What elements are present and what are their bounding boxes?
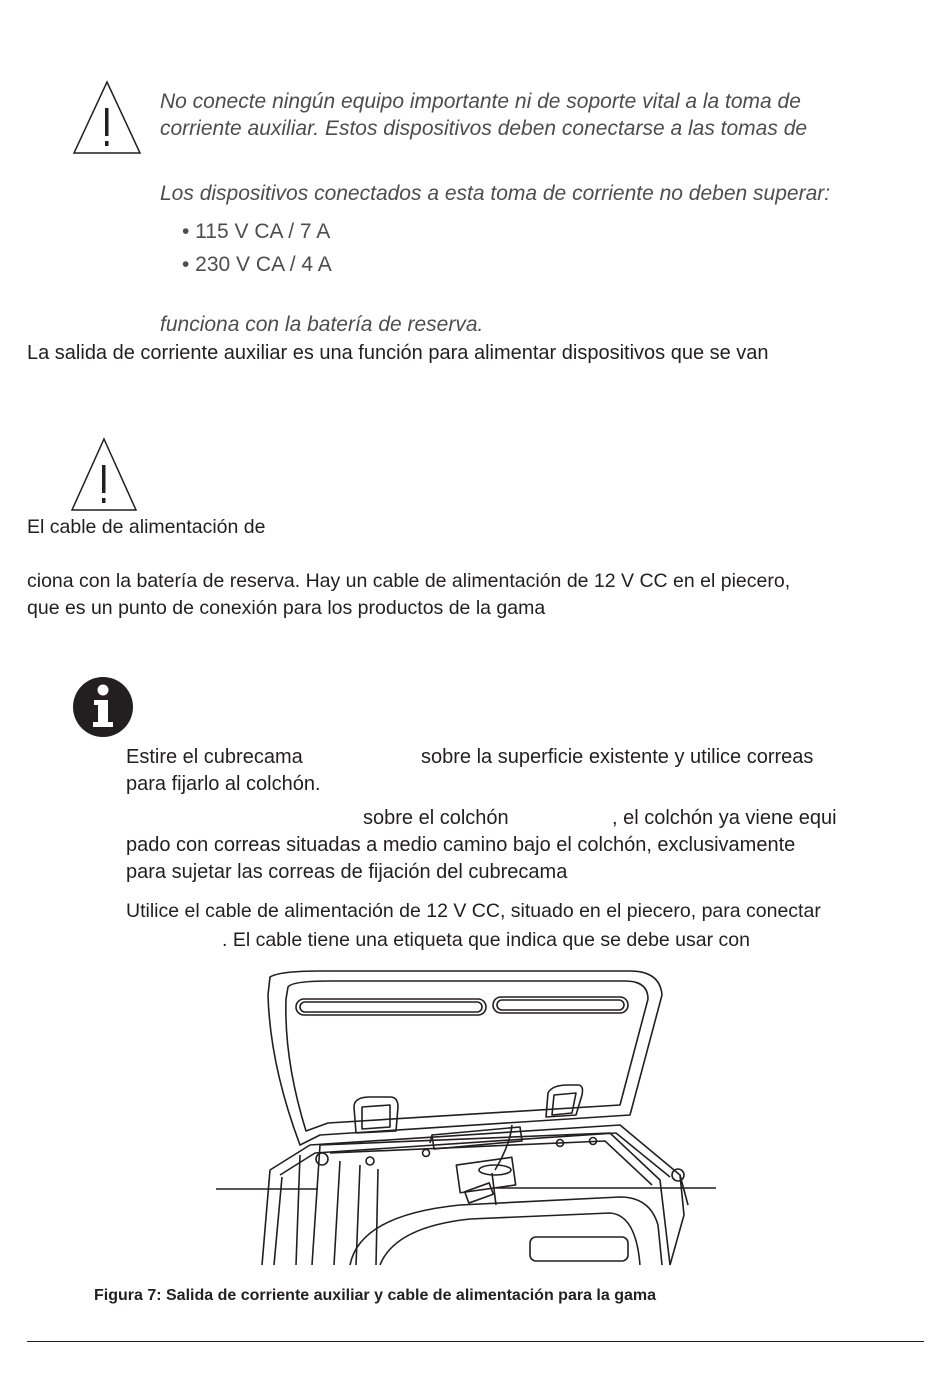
limit-bullet-1: • 115 V CA / 7 A <box>182 220 331 243</box>
power-cable-warning: El cable de alimentación de <box>27 516 266 538</box>
note-p1-line2: para fijarlo al colchón. <box>126 773 321 795</box>
note-p2-line3: para sujetar las correas de fijación del cubrecama <box>126 861 568 883</box>
warning-triangle-icon <box>70 437 138 513</box>
bed-footboard-illustration <box>200 965 730 1265</box>
aux-outlet-paragraph: La salida de corriente auxiliar es una función para alimentar dispositivos que se van <box>27 342 769 364</box>
note-p2-b: , el colchón ya viene equi <box>612 807 837 829</box>
figure-caption: Figura 7: Salida de corriente auxiliar y cable de alimentación para la gama <box>94 1287 656 1304</box>
note-p3-line2: . El cable tiene una etiqueta que indica que se debe usar con <box>222 929 750 951</box>
cable-paragraph-line-2: que es un punto de conexión para los productos de la gama <box>27 597 546 619</box>
battery-note: funciona con la batería de reserva. <box>160 313 484 336</box>
cable-paragraph-line-1: ciona con la batería de reserva. Hay un cable de alimentación de 12 V CC en el piecero, <box>27 570 791 592</box>
warning-line-2: corriente auxiliar. Estos dispositivos deben conectarse a las tomas de <box>160 117 808 140</box>
info-icon <box>72 676 134 738</box>
note-p1-a: Estire el cubrecama <box>126 746 303 768</box>
note-p2-a: sobre el colchón <box>363 807 509 829</box>
footer-divider <box>27 1341 924 1342</box>
limit-bullet-2: • 230 V CA / 4 A <box>182 253 332 276</box>
note-p1-b: sobre la superficie existente y utilice correas <box>421 746 814 768</box>
warning-limit-intro: Los dispositivos conectados a esta toma de corriente no deben superar: <box>160 182 831 205</box>
note-p3-line1: Utilice el cable de alimentación de 12 V CC, situado en el piecero, para conectar <box>126 900 821 922</box>
warning-triangle-icon <box>72 80 142 156</box>
warning-line-1: No conecte ningún equipo importante ni de soporte vital a la toma de <box>160 90 801 113</box>
note-p2-line2: pado con correas situadas a medio camino bajo el colchón, exclusivamente <box>126 834 796 856</box>
